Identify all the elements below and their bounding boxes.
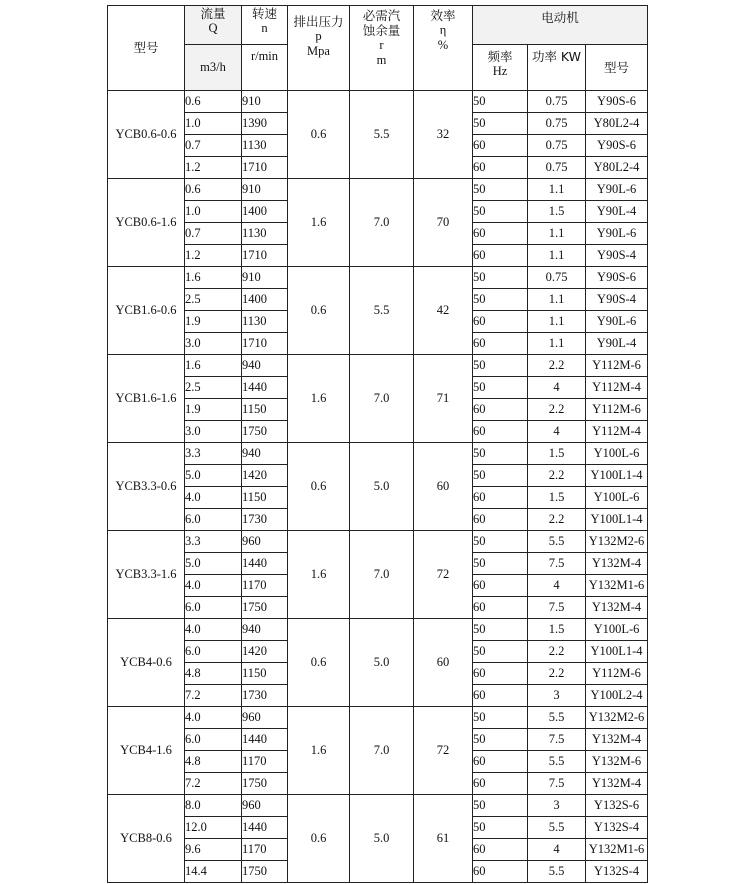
pump-model-cell: YCB4-0.6 bbox=[108, 619, 185, 707]
frequency-cell: 60 bbox=[473, 839, 528, 861]
motor-model-cell: Y132S-4 bbox=[586, 817, 648, 839]
motor-model-cell: Y112M-6 bbox=[586, 355, 648, 377]
speed-cell: 1440 bbox=[242, 817, 288, 839]
flow-cell: 4.0 bbox=[185, 575, 242, 597]
power-cell: 1.5 bbox=[528, 619, 586, 641]
npsh-cell: 5.0 bbox=[350, 443, 414, 531]
table-row bbox=[108, 355, 648, 377]
motor-model-cell: Y132M2-6 bbox=[586, 531, 648, 553]
efficiency-cell: 71 bbox=[414, 355, 473, 443]
speed-cell: 1420 bbox=[242, 641, 288, 663]
speed-cell: 1420 bbox=[242, 465, 288, 487]
frequency-cell: 50 bbox=[473, 377, 528, 399]
speed-cell: 910 bbox=[242, 179, 288, 201]
motor-model-cell: Y80L2-4 bbox=[586, 113, 648, 135]
speed-cell: 1400 bbox=[242, 289, 288, 311]
efficiency-cell: 72 bbox=[414, 707, 473, 795]
header-motor-group: 电动机 bbox=[473, 6, 648, 45]
motor-model-cell: Y112M-6 bbox=[586, 663, 648, 685]
flow-cell: 1.0 bbox=[185, 113, 242, 135]
flow-cell: 4.0 bbox=[185, 619, 242, 641]
flow-cell: 1.9 bbox=[185, 399, 242, 421]
frequency-cell: 50 bbox=[473, 465, 528, 487]
flow-cell: 1.9 bbox=[185, 311, 242, 333]
speed-cell: 1710 bbox=[242, 333, 288, 355]
power-cell: 2.2 bbox=[528, 663, 586, 685]
frequency-cell: 60 bbox=[473, 509, 528, 531]
flow-cell: 7.2 bbox=[185, 685, 242, 707]
motor-model-cell: Y132M1-6 bbox=[586, 575, 648, 597]
frequency-cell: 50 bbox=[473, 619, 528, 641]
motor-model-cell: Y90S-4 bbox=[586, 289, 648, 311]
header-power: 功率 KW bbox=[528, 45, 586, 91]
pump-model-cell: YCB3.3-0.6 bbox=[108, 443, 185, 531]
power-cell: 5.5 bbox=[528, 707, 586, 729]
table-row bbox=[108, 619, 648, 641]
power-cell: 1.1 bbox=[528, 311, 586, 333]
pressure-cell: 0.6 bbox=[288, 443, 350, 531]
speed-cell: 940 bbox=[242, 619, 288, 641]
motor-model-cell: Y100L-6 bbox=[586, 487, 648, 509]
flow-cell: 3.0 bbox=[185, 333, 242, 355]
flow-cell: 6.0 bbox=[185, 597, 242, 619]
frequency-cell: 60 bbox=[473, 487, 528, 509]
frequency-cell: 50 bbox=[473, 795, 528, 817]
flow-cell: 0.6 bbox=[185, 179, 242, 201]
pressure-cell: 1.6 bbox=[288, 355, 350, 443]
frequency-cell: 50 bbox=[473, 553, 528, 575]
frequency-cell: 60 bbox=[473, 421, 528, 443]
speed-cell: 1170 bbox=[242, 751, 288, 773]
speed-cell: 1150 bbox=[242, 487, 288, 509]
pump-model-cell: YCB4-1.6 bbox=[108, 707, 185, 795]
power-cell: 2.2 bbox=[528, 399, 586, 421]
motor-model-cell: Y100L1-4 bbox=[586, 509, 648, 531]
speed-cell: 1130 bbox=[242, 223, 288, 245]
power-cell: 5.5 bbox=[528, 531, 586, 553]
speed-cell: 1150 bbox=[242, 663, 288, 685]
motor-model-cell: Y132S-6 bbox=[586, 795, 648, 817]
flow-cell: 1.2 bbox=[185, 245, 242, 267]
speed-cell: 1750 bbox=[242, 421, 288, 443]
power-cell: 5.5 bbox=[528, 861, 586, 883]
flow-cell: 1.2 bbox=[185, 157, 242, 179]
header-speed-unit: r/min bbox=[242, 45, 288, 91]
frequency-cell: 60 bbox=[473, 223, 528, 245]
power-cell: 4 bbox=[528, 421, 586, 443]
pressure-cell: 0.6 bbox=[288, 619, 350, 707]
motor-model-cell: Y132M-4 bbox=[586, 729, 648, 751]
pressure-cell: 1.6 bbox=[288, 179, 350, 267]
pump-model-cell: YCB0.6-0.6 bbox=[108, 91, 185, 179]
power-cell: 3 bbox=[528, 795, 586, 817]
frequency-cell: 60 bbox=[473, 751, 528, 773]
frequency-cell: 50 bbox=[473, 355, 528, 377]
frequency-cell: 60 bbox=[473, 135, 528, 157]
efficiency-cell: 61 bbox=[414, 795, 473, 883]
motor-model-cell: Y112M-4 bbox=[586, 421, 648, 443]
speed-cell: 1440 bbox=[242, 729, 288, 751]
power-cell: 4 bbox=[528, 377, 586, 399]
header-flow-unit: m3/h bbox=[185, 45, 242, 91]
speed-cell: 1400 bbox=[242, 201, 288, 223]
motor-model-cell: Y112M-6 bbox=[586, 399, 648, 421]
flow-cell: 1.0 bbox=[185, 201, 242, 223]
motor-model-cell: Y90S-6 bbox=[586, 267, 648, 289]
efficiency-cell: 42 bbox=[414, 267, 473, 355]
flow-cell: 4.0 bbox=[185, 487, 242, 509]
frequency-cell: 50 bbox=[473, 729, 528, 751]
power-cell: 1.5 bbox=[528, 201, 586, 223]
speed-cell: 1730 bbox=[242, 509, 288, 531]
power-cell: 0.75 bbox=[528, 157, 586, 179]
frequency-cell: 60 bbox=[473, 773, 528, 795]
power-cell: 4 bbox=[528, 839, 586, 861]
speed-cell: 1170 bbox=[242, 575, 288, 597]
npsh-cell: 7.0 bbox=[350, 179, 414, 267]
pump-model-cell: YCB1.6-1.6 bbox=[108, 355, 185, 443]
power-cell: 0.75 bbox=[528, 113, 586, 135]
header-pressure: 排出压力 p Mpa bbox=[288, 6, 350, 91]
speed-cell: 1130 bbox=[242, 311, 288, 333]
pressure-cell: 0.6 bbox=[288, 91, 350, 179]
motor-model-cell: Y90S-6 bbox=[586, 91, 648, 113]
header-npsh: 必需汽 蚀余量 r m bbox=[350, 6, 414, 91]
pressure-cell: 0.6 bbox=[288, 267, 350, 355]
pressure-cell: 1.6 bbox=[288, 707, 350, 795]
motor-model-cell: Y132M-4 bbox=[586, 597, 648, 619]
motor-model-cell: Y100L1-4 bbox=[586, 465, 648, 487]
speed-cell: 1710 bbox=[242, 157, 288, 179]
speed-cell: 1750 bbox=[242, 861, 288, 883]
table-body bbox=[108, 91, 648, 883]
flow-cell: 0.6 bbox=[185, 91, 242, 113]
npsh-cell: 5.5 bbox=[350, 267, 414, 355]
header-efficiency: 效率 η % bbox=[414, 6, 473, 91]
frequency-cell: 60 bbox=[473, 663, 528, 685]
power-cell: 2.2 bbox=[528, 465, 586, 487]
speed-cell: 1390 bbox=[242, 113, 288, 135]
header-model: 型号 bbox=[108, 6, 185, 91]
flow-cell: 1.6 bbox=[185, 267, 242, 289]
power-cell: 2.2 bbox=[528, 641, 586, 663]
speed-cell: 1750 bbox=[242, 773, 288, 795]
flow-cell: 6.0 bbox=[185, 509, 242, 531]
motor-model-cell: Y90L-6 bbox=[586, 223, 648, 245]
flow-cell: 5.0 bbox=[185, 465, 242, 487]
motor-model-cell: Y132M-6 bbox=[586, 751, 648, 773]
table-row bbox=[108, 443, 648, 465]
motor-model-cell: Y90L-4 bbox=[586, 333, 648, 355]
power-cell: 1.1 bbox=[528, 333, 586, 355]
frequency-cell: 60 bbox=[473, 333, 528, 355]
frequency-cell: 60 bbox=[473, 157, 528, 179]
power-cell: 2.2 bbox=[528, 509, 586, 531]
frequency-cell: 60 bbox=[473, 575, 528, 597]
speed-cell: 960 bbox=[242, 795, 288, 817]
power-cell: 1.5 bbox=[528, 487, 586, 509]
power-cell: 0.75 bbox=[528, 135, 586, 157]
speed-cell: 1170 bbox=[242, 839, 288, 861]
motor-model-cell: Y100L-6 bbox=[586, 443, 648, 465]
speed-cell: 1440 bbox=[242, 553, 288, 575]
frequency-cell: 50 bbox=[473, 267, 528, 289]
flow-cell: 3.0 bbox=[185, 421, 242, 443]
efficiency-cell: 32 bbox=[414, 91, 473, 179]
speed-cell: 940 bbox=[242, 355, 288, 377]
speed-cell: 1710 bbox=[242, 245, 288, 267]
table-row bbox=[108, 179, 648, 201]
pump-model-cell: YCB0.6-1.6 bbox=[108, 179, 185, 267]
motor-model-cell: Y132M-4 bbox=[586, 773, 648, 795]
pressure-cell: 0.6 bbox=[288, 795, 350, 883]
npsh-cell: 5.5 bbox=[350, 91, 414, 179]
power-cell: 1.1 bbox=[528, 289, 586, 311]
header-frequency: 频率 Hz bbox=[473, 45, 528, 91]
frequency-cell: 50 bbox=[473, 641, 528, 663]
flow-cell: 5.0 bbox=[185, 553, 242, 575]
table-row bbox=[108, 267, 648, 289]
motor-model-cell: Y132M1-6 bbox=[586, 839, 648, 861]
motor-model-cell: Y90S-6 bbox=[586, 135, 648, 157]
flow-cell: 9.6 bbox=[185, 839, 242, 861]
npsh-cell: 7.0 bbox=[350, 531, 414, 619]
power-cell: 1.5 bbox=[528, 443, 586, 465]
table-row bbox=[108, 795, 648, 817]
pump-model-cell: YCB1.6-0.6 bbox=[108, 267, 185, 355]
frequency-cell: 50 bbox=[473, 531, 528, 553]
speed-cell: 1150 bbox=[242, 399, 288, 421]
speed-cell: 960 bbox=[242, 707, 288, 729]
npsh-cell: 7.0 bbox=[350, 355, 414, 443]
power-cell: 4 bbox=[528, 575, 586, 597]
power-cell: 7.5 bbox=[528, 553, 586, 575]
flow-cell: 12.0 bbox=[185, 817, 242, 839]
speed-cell: 1130 bbox=[242, 135, 288, 157]
motor-model-cell: Y90S-4 bbox=[586, 245, 648, 267]
power-cell: 5.5 bbox=[528, 751, 586, 773]
frequency-cell: 50 bbox=[473, 179, 528, 201]
speed-cell: 910 bbox=[242, 91, 288, 113]
motor-model-cell: Y100L2-4 bbox=[586, 685, 648, 707]
flow-cell: 2.5 bbox=[185, 377, 242, 399]
frequency-cell: 60 bbox=[473, 685, 528, 707]
power-cell: 5.5 bbox=[528, 817, 586, 839]
frequency-cell: 50 bbox=[473, 443, 528, 465]
frequency-cell: 60 bbox=[473, 861, 528, 883]
motor-model-cell: Y90L-6 bbox=[586, 179, 648, 201]
npsh-cell: 5.0 bbox=[350, 795, 414, 883]
flow-cell: 1.6 bbox=[185, 355, 242, 377]
motor-model-cell: Y100L1-4 bbox=[586, 641, 648, 663]
power-cell: 0.75 bbox=[528, 91, 586, 113]
motor-model-cell: Y100L-6 bbox=[586, 619, 648, 641]
power-cell: 7.5 bbox=[528, 597, 586, 619]
power-cell: 2.2 bbox=[528, 355, 586, 377]
frequency-cell: 50 bbox=[473, 707, 528, 729]
flow-cell: 0.7 bbox=[185, 135, 242, 157]
flow-cell: 6.0 bbox=[185, 641, 242, 663]
frequency-cell: 50 bbox=[473, 289, 528, 311]
power-cell: 0.75 bbox=[528, 267, 586, 289]
pressure-cell: 1.6 bbox=[288, 531, 350, 619]
speed-cell: 940 bbox=[242, 443, 288, 465]
flow-cell: 4.8 bbox=[185, 663, 242, 685]
flow-cell: 6.0 bbox=[185, 729, 242, 751]
npsh-cell: 7.0 bbox=[350, 707, 414, 795]
motor-model-cell: Y132S-4 bbox=[586, 861, 648, 883]
motor-model-cell: Y132M2-6 bbox=[586, 707, 648, 729]
motor-model-cell: Y90L-6 bbox=[586, 311, 648, 333]
power-cell: 1.1 bbox=[528, 245, 586, 267]
header-speed: 转速 n bbox=[242, 6, 288, 45]
speed-cell: 910 bbox=[242, 267, 288, 289]
frequency-cell: 60 bbox=[473, 597, 528, 619]
motor-model-cell: Y132M-4 bbox=[586, 553, 648, 575]
flow-cell: 4.8 bbox=[185, 751, 242, 773]
frequency-cell: 50 bbox=[473, 113, 528, 135]
flow-cell: 2.5 bbox=[185, 289, 242, 311]
efficiency-cell: 60 bbox=[414, 619, 473, 707]
flow-cell: 3.3 bbox=[185, 531, 242, 553]
pump-spec-table bbox=[107, 5, 648, 883]
motor-model-cell: Y90L-4 bbox=[586, 201, 648, 223]
frequency-cell: 60 bbox=[473, 399, 528, 421]
flow-cell: 8.0 bbox=[185, 795, 242, 817]
power-cell: 7.5 bbox=[528, 729, 586, 751]
pump-model-cell: YCB3.3-1.6 bbox=[108, 531, 185, 619]
motor-model-cell: Y112M-4 bbox=[586, 377, 648, 399]
speed-cell: 1730 bbox=[242, 685, 288, 707]
frequency-cell: 50 bbox=[473, 201, 528, 223]
table-row bbox=[108, 531, 648, 553]
table-row bbox=[108, 91, 648, 113]
flow-cell: 3.3 bbox=[185, 443, 242, 465]
frequency-cell: 60 bbox=[473, 311, 528, 333]
flow-cell: 4.0 bbox=[185, 707, 242, 729]
power-cell: 1.1 bbox=[528, 223, 586, 245]
speed-cell: 1440 bbox=[242, 377, 288, 399]
efficiency-cell: 60 bbox=[414, 443, 473, 531]
frequency-cell: 50 bbox=[473, 91, 528, 113]
efficiency-cell: 72 bbox=[414, 531, 473, 619]
header-motor-model: 型号 bbox=[586, 45, 648, 91]
speed-cell: 960 bbox=[242, 531, 288, 553]
frequency-cell: 60 bbox=[473, 245, 528, 267]
flow-cell: 14.4 bbox=[185, 861, 242, 883]
motor-model-cell: Y80L2-4 bbox=[586, 157, 648, 179]
flow-cell: 7.2 bbox=[185, 773, 242, 795]
pump-model-cell: YCB8-0.6 bbox=[108, 795, 185, 883]
frequency-cell: 50 bbox=[473, 817, 528, 839]
efficiency-cell: 70 bbox=[414, 179, 473, 267]
power-cell: 3 bbox=[528, 685, 586, 707]
power-cell: 1.1 bbox=[528, 179, 586, 201]
npsh-cell: 5.0 bbox=[350, 619, 414, 707]
speed-cell: 1750 bbox=[242, 597, 288, 619]
power-cell: 7.5 bbox=[528, 773, 586, 795]
table-row bbox=[108, 707, 648, 729]
header-flow: 流量 Q bbox=[185, 6, 242, 45]
flow-cell: 0.7 bbox=[185, 223, 242, 245]
